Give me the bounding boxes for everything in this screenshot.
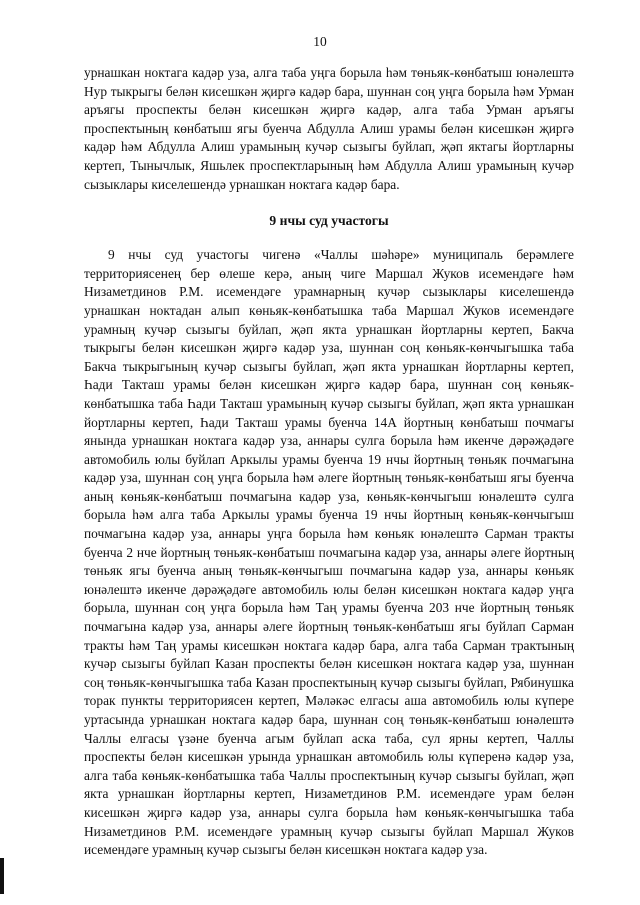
section-heading: 9 нчы суд участогы — [269, 213, 389, 229]
page-number: 10 — [313, 34, 327, 49]
main-paragraph: 9 нчы суд участогы чигенә «Чаллы шәһәре» муниципаль берәмлеге территориясенең бер өлеше керә, аның чиге Маршал Жуков исемендәге һәм Низаметдинов Р.М. исемендәге урамнарның кучәр сызыклары киселешендә урнашкан ноктадан алып көньяк-көнбатышка таба Маршал Жуков исемендәге урамның кучәр сызыгы буйлап, җәп якта урнашкан йортларны кертеп, Бакча тыкрыгы белән кисешкән җиргә кадәр уза, шуннан соң көньяк-көнчыгышка таба Бакча тыкрыгының кучәр сызыгы буйлап, җәп якта урнашкан йортларны кертеп, Һади Такташ урамы белән кисешкән җиргә кадәр бара, шуннан соң көньяк-көнбатышка таба Һади Такташ урамының кучәр сызыгы буйлап, җәп якта урнашкан йортларны кертеп, Һади Такташ урамы буенча 14А йортның көнбатыш почмагы янында урнашкан ноктага кадәр уза, аннары сулга борыла һәм икенче дәрәҗәдәге автомобиль юлы буйлап Аркылы урамы буенча 19 нчы йортның төньяк почмагына кадәр уза, шуннан соң уңга борыла һәм әлеге йортның төньяк-көнбатыш ягы буенча аның көньяк-көнбатыш почмагына кадәр уза, көньяк-көнчыгыш юнәлештә сулга борыла һәм алга таба Аркылы урамы буенча 19 нчы йортның көньяк-көнчыгыш почмагына кадәр уза, аннары уңга борыла һәм көньяк юнәлештә Сарман тракты буенча 2 нче йортның төньяк-көнбатыш почмагына кадәр уза, аннары әлеге йортның төньяк ягы буенча аның төньяк-көнчыгыш почмагына кадәр уза, аннары көньяк юнәлештә икенче дәрәҗәдәге автомобиль юлы белән кисешкән ноктага кадәр уңга борыла, шуннан соң уңга борыла һәм Таң урамы буенча 203 нче йортның төньяк почмагына кадәр уза, аннары әлеге йортның төньяк-көнбатыш ягы буйлап Сарман тракты һәм Таң урамы кисешкән ноктага кадәр бара, алга таба Сарман трактының кучәр сызыгы буйлап Казан проспекты белән кисешкән ноктага кадәр уза, шуннан соң төньяк-көнчыгышка таба Казан проспектының кучәр сызыгы буйлап, Рябинушка торак пункты территориясен кертеп, Мәләкәс елгасы аша автомобиль юлы күпере уртасында урнашкан ноктага кадәр бара, шуннан соң төньяк-көнбатыш юнәлештә Чаллы елгасы үзәне буенча агым буйлап аска таба, сул ярны кертеп, Чаллы проспекты белән кисешкән урында урнашкан автомобиль юлы күперенә кадәр уза, алга таба көньяк-көнбатышка таба Чаллы проспектының кучәр сызыгы буйлап, җәп якта урнашкан йортларны кертеп, Низаметдинов Р.М. исемендәге урам белән кисешкән җиргә кадәр уза, аннары сулга борыла һәм көньяк-көнчыгышка таба Низаметдинов Р.М. исемендәге урамның кучәр сызыгы буйлап Маршал Жуков исемендәге урамның кучәр сызыгы белән кисешкән ноктага кадәр уза. — [84, 247, 574, 858]
document-body — [84, 64, 574, 860]
scan-edge-mark — [0, 858, 4, 894]
intro-paragraph: урнашкан ноктага кадәр уза, алга таба уңга борыла һәм төньяк-көнбатыш юнәлештә Нур тыкрыгы белән кисешкән җиргә кадәр бара, шуннан соң уңга борыла һәм Урман аръягы проспекты белән кисешкән җиргә кадәр, алга таба Урман аръягы проспектының көнбатыш ягы буенча Абдулла Алиш урамы белән кисешкән җиргә кадәр һәм Абдулла Алиш урамының кучәр сызыгы буйлап, җәп яктагы йортларны кертеп, Тынычлык, Яшьлек проспектларының һәм Абдулла Алиш урамының кучәр сызыклары киселешендә урнашкан ноктага кадәр бара. — [84, 65, 574, 192]
